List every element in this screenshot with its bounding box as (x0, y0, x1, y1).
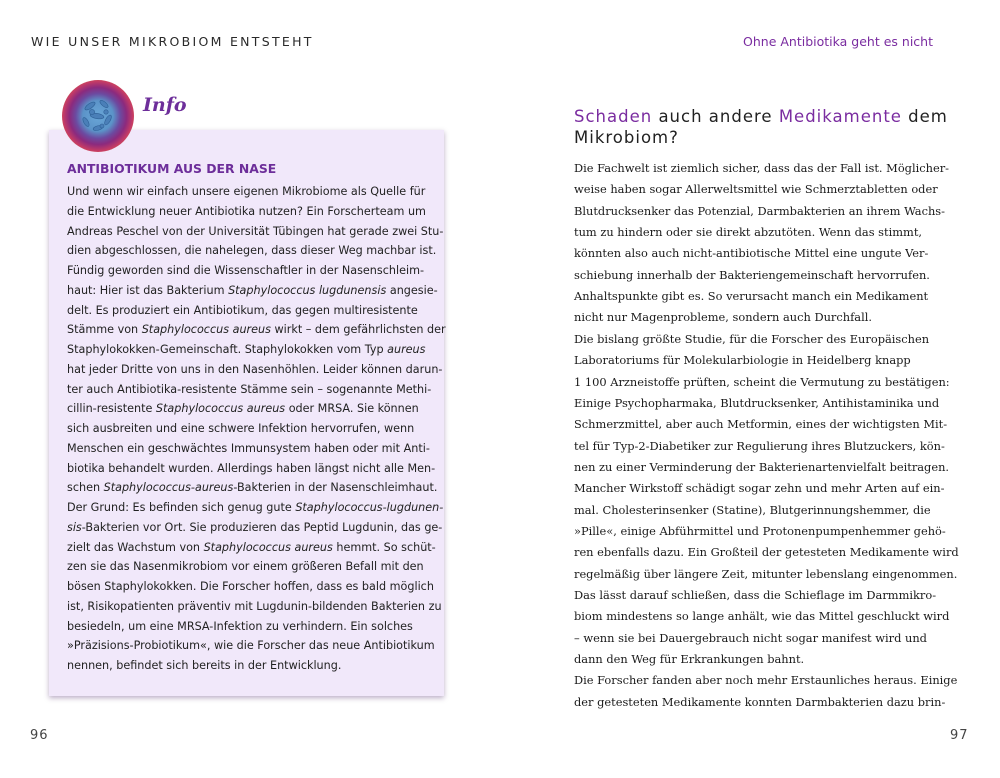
italic-term: aureus (387, 343, 426, 356)
info-label: Info (143, 94, 187, 116)
running-title-right: Ohne Antibiotika geht es nicht (743, 34, 933, 49)
text-run: hat jeder Dritte von uns in den Nasenhöhlen. Leider können darun- (67, 362, 443, 376)
info-box-line (67, 284, 438, 297)
info-box-line (67, 225, 443, 238)
info-box-line (67, 501, 443, 514)
body-line: tel für Typ-2-Diabetiker zur Regulierung ihres Blutzuckers, kön- (574, 438, 945, 453)
body-line: Einige Psychopharmaka, Blutdrucksenker, Antihistaminika und (574, 395, 940, 410)
body-line: regelmäßig über längere Zeit, mitunter lebenslang eingenommen. (574, 566, 958, 581)
body-line: »Pille«, einige Abführmittel und Protonenpumpenhemmer gehö- (574, 523, 946, 538)
text-run: cillin-resistente (67, 402, 156, 416)
info-box-line (67, 383, 431, 396)
body-line: der getesteten Medikamente konnten Darmbakterien dazu brin- (574, 694, 946, 709)
text-run: sich ausbreiten und eine schwere Infektion hervorrufen, wenn (67, 422, 415, 435)
text-run: haut: Hier ist das Bakterium (67, 283, 229, 297)
body-line: ren ebenfalls dazu. Ein Großteil der getesteten Medikamente wird (574, 545, 959, 560)
body-line: weise haben sogar Allerweltsmittel wie Schmerztabletten oder (574, 182, 938, 197)
text-run: Fündig geworden sind die Wissenschaftler in der Nasenschleim- (67, 264, 424, 277)
info-box-line (67, 659, 341, 672)
text-run: die Entwicklung neuer Antibiotika nutzen? Ein Forscherteam um (67, 204, 426, 218)
body-line: könnten also auch nicht-antibiotische Mittel eine ungute Ver- (574, 246, 929, 261)
body-line: schiebung innerhalb der Bakteriengemeinschaft hervorrufen. (574, 267, 930, 282)
text-run: nennen, befindet sich bereits in der Entwicklung. (67, 659, 342, 672)
body-line: Laboratoriums für Molekularbiologie in Heidelberg knapp (574, 353, 911, 368)
body-line: Mancher Wirkstoff schädigt sogar zehn und mehr Arten auf ein- (574, 481, 945, 496)
text-run: ist, Risikopatienten präventiv mit Lugdunin-bildenden Bakterien zu (67, 599, 442, 613)
bacteria-badge-icon (62, 80, 134, 152)
info-box-line (67, 304, 418, 317)
italic-term: Staphylococcus lugdunensis (228, 283, 387, 297)
info-box-line (67, 442, 430, 455)
italic-term: sis (67, 520, 82, 534)
info-box-line (67, 402, 419, 415)
info-box-line (67, 363, 442, 376)
info-box-line (67, 422, 414, 435)
body-line: Die bislang größte Studie, für die Forscher des Europäischen (574, 331, 930, 346)
info-box-line (67, 580, 434, 593)
text-run: Staphylokokken-Gemeinschaft. Staphylokokken vom Typ (67, 343, 388, 356)
text-run: Andreas Peschel von der Universität Tübingen hat gerade zwei Stu- (67, 224, 444, 238)
info-box-line (67, 560, 424, 573)
text-run: dien abgeschlossen, die nahelegen, dass dieser Weg machbar ist. (67, 244, 437, 258)
text-run: -Bakterien vor Ort. Sie produzieren das Peptid Lugdunin, das ge- (81, 520, 443, 534)
text-run: »Präzisions-Probiotikum«, wie die Forscher das neue Antibiotikum (67, 639, 435, 653)
body-line: – wenn sie bei Dauergebrauch nicht sogar manifest wird und (574, 630, 927, 645)
body-line: 1 100 Arzneistoffe prüften, scheint die Vermutung zu bestätigen: (574, 374, 950, 389)
body-line: dann den Weg für Erkrankungen bahnt. (574, 652, 805, 667)
info-box-line (67, 205, 426, 218)
text-run: schen (67, 481, 104, 495)
body-line: tum zu hindern oder sie direkt abzutöten. Wenn das stimmt, (574, 225, 923, 240)
body-line: Schmerzmittel, aber auch Metformin, eines der wichtigsten Mit- (574, 417, 948, 432)
italic-term: Staphylococcus aureus (141, 323, 271, 337)
body-line: Anhaltspunkte gibt es. So verursacht manch ein Medikament (574, 289, 929, 304)
text-run: delt. Es produziert ein Antibiotikum, das gegen multiresistente (67, 303, 418, 317)
heading-accent-word: Medikamente (778, 107, 902, 126)
body-line: nicht nur Magenprobleme, sondern auch Durchfall. (574, 310, 872, 325)
text-run: biotika behandelt wurden. Allerdings haben längst nicht alle Men- (67, 461, 436, 475)
text-run: Menschen ein geschwächtes Immunsystem haben oder mit Anti- (67, 441, 430, 455)
body-line: Das lässt darauf schließen, dass die Schieflage im Darmmikro- (574, 588, 937, 602)
running-title-left: WIE UNSER MIKROBIOM ENTSTEHT (31, 34, 314, 49)
info-box-line (67, 185, 425, 198)
heading-text: auch andere (652, 107, 779, 126)
text-run: angesie- (386, 283, 438, 297)
info-box-line (67, 600, 442, 613)
text-run: besiedeln, um eine MRSA-Infektion zu verhindern. Ein solches (67, 619, 413, 633)
info-box-line (67, 264, 424, 277)
body-line: mal. Cholesterinsenker (Statine), Blutgerinnungshemmer, die (574, 502, 931, 517)
text-run: Stämme von (67, 323, 142, 337)
body-line: Blutdrucksenker das Potenzial, Darmbakterien an ihrem Wachs- (574, 203, 946, 218)
info-box-line (67, 481, 437, 494)
page-number-left: 96 (30, 728, 49, 743)
info-box-line (67, 620, 413, 633)
info-box-line (67, 462, 435, 475)
info-box-line (67, 323, 446, 336)
text-run: wirkt – dem gefährlichsten der (270, 323, 446, 337)
body-line: Die Forscher fanden aber noch mehr Erstaunliches heraus. Einige (574, 673, 958, 688)
text-run: bösen Staphylokokken. Die Forscher hoffen, dass es bald möglich (67, 580, 434, 593)
info-box-line (67, 244, 436, 257)
text-run: zen sie das Nasenmikrobiom vor einem größeren Befall mit den (67, 560, 424, 574)
text-run: hemmt. So schüt- (332, 540, 436, 554)
heading-accent-word: Schaden (574, 107, 653, 126)
text-run: oder MRSA. Sie können (285, 402, 419, 416)
info-box-line (67, 541, 436, 554)
text-run: Der Grund: Es befinden sich genug gute (67, 501, 296, 514)
page-number-right: 97 (950, 728, 969, 743)
text-run: zielt das Wachstum von (67, 540, 204, 554)
text-run: Und wenn wir einfach unsere eigenen Mikrobiome als Quelle für (67, 185, 426, 198)
heading-text: dem Mikrobiom? (574, 107, 948, 147)
italic-term: Staphylococcus aureus (203, 540, 333, 554)
info-box-line (67, 343, 425, 356)
text-run: ter auch Antibiotika-resistente Stämme sein – sogenannte Methi- (67, 382, 432, 396)
body-line: nen zu einer Verminderung der Bakterienartenvielfalt beitragen. (574, 459, 950, 474)
italic-term: Staphylococcus-aureus (103, 481, 234, 495)
info-box-line (67, 521, 442, 534)
info-box-line (67, 639, 435, 652)
italic-term: Staphylococcus aureus (155, 402, 286, 416)
section-heading (574, 106, 954, 148)
text-run: -Bakterien in der Nasenschleimhaut. (233, 481, 438, 495)
italic-term: Staphylococcus-lugdunen- (295, 501, 444, 514)
info-box-title: ANTIBIOTIKUM AUS DER NASE (67, 161, 277, 176)
body-line: Die Fachwelt ist ziemlich sicher, dass das der Fall ist. Möglicher- (574, 161, 950, 175)
body-line: biom mindestens so lange anhält, wie das Mittel geschluckt wird (574, 609, 950, 624)
